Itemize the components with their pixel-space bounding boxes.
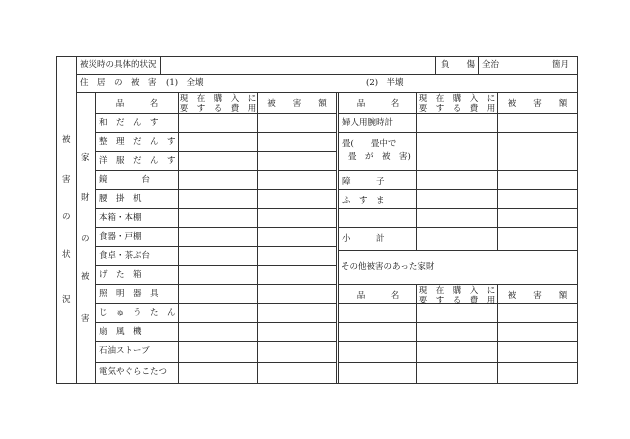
family-label-char: 害 [81,314,90,324]
row-divider [338,208,577,209]
left-cost-header-2: 要 す る 費 用 [179,104,257,114]
divider [257,92,258,383]
row-divider [95,322,336,323]
row-divider [76,74,578,75]
housing-option-half: (2) 半壊 [366,78,404,88]
side-label-char: 状 [62,250,71,260]
left-item-8: げ た 箱 [99,270,142,280]
row-divider [76,92,578,93]
left-item-1: 整 理 だ ん す [99,137,176,147]
row-divider [338,189,577,190]
right-cost-header-2a: 現 在 購 入 に [418,286,496,296]
right-damage-header: 被 害 額 [507,99,568,109]
right-item-tatami-2: 畳 が 被 害) [348,152,411,162]
left-item-9: 照 明 器 具 [99,289,159,299]
row-divider [95,208,336,209]
left-item-6: 食器・戸棚 [99,232,142,242]
row-divider [95,284,336,285]
side-label-char: の [62,212,71,222]
injury-label: 負 傷 [441,60,476,70]
row-divider [95,362,336,363]
left-item-0: 和 だ ん す [99,118,159,128]
divider [178,92,179,383]
row-divider [95,303,336,304]
row-divider [338,250,577,251]
row-divider [95,246,336,247]
left-item-11: 扇 風 機 [99,327,142,337]
left-item-7: 食卓・茶ぶ台 [99,251,151,261]
row-divider [95,170,336,171]
row-divider [338,170,577,171]
row-divider [95,265,336,266]
family-label-char: 家 [81,153,90,163]
right-cost-header-1: 現 在 購 入 に [418,94,496,104]
row-divider [338,341,577,342]
housing-option-total: (1) 全壊 [166,78,204,88]
row-divider [95,189,336,190]
table-left-border [56,56,57,383]
left-item-13: 電気やぐらこたつ [99,367,168,377]
row-divider [95,341,336,342]
side-label-char: 況 [62,295,71,305]
left-item-2: 洋 服 だ ん す [99,156,176,166]
divider [338,92,339,383]
housing-damage-label: 住 居 の 被 害 [80,78,157,88]
right-item-fusuma: ふ す ま [342,196,385,206]
left-item-5: 本箱・本棚 [99,213,142,223]
right-cost-header-2b: 要 す る 費 用 [418,296,496,306]
divider [435,56,436,74]
right-item-subtotal: 小 計 [342,234,385,244]
right-item-shoji: 障 子 [342,177,385,187]
family-label-char: 財 [81,193,90,203]
left-cost-header-1: 現 在 購 入 に [179,94,257,104]
right-damage-header-2: 被 害 額 [507,291,568,301]
divider [95,92,96,383]
recovery-label: 全治 [482,60,500,70]
row-divider [338,132,577,133]
row-divider [95,227,336,228]
table-bottom-border [56,383,578,384]
row-divider [95,151,336,152]
right-item-watch: 婦人用腕時計 [342,118,394,128]
divider [478,56,479,74]
side-label-char: 害 [62,175,71,185]
right-item-tatami-1: 畳( 畳中で [342,139,397,149]
table-right-border [577,56,578,383]
divider [336,92,337,383]
left-item-header: 品 名 [115,99,159,109]
left-item-3: 鏡 台 [99,175,151,185]
other-damaged-items-label: その他被害のあった家財 [341,262,435,272]
row-divider [95,132,336,133]
side-label-divider [76,56,77,383]
row-divider [338,322,577,323]
divider [160,56,161,74]
left-item-4: 腰 掛 机 [99,194,142,204]
right-cost-header-2: 要 す る 費 用 [418,104,496,114]
left-damage-header: 被 害 額 [267,99,327,109]
recovery-unit: 箇月 [552,60,570,70]
family-label-char: 被 [81,272,90,282]
side-label-char: 被 [62,135,71,145]
row-divider [338,227,577,228]
family-label-char: の [81,234,90,244]
row-divider [338,284,577,285]
left-item-12: 石油ストーブ [99,346,150,356]
left-item-10: じ ゅ う た ん [99,308,176,318]
right-item-header: 品 名 [356,99,400,109]
right-item-header-2: 品 名 [356,291,400,301]
situation-label: 被災時の具体的状況 [80,60,157,70]
row-divider [338,362,577,363]
table-top-border [56,56,578,57]
